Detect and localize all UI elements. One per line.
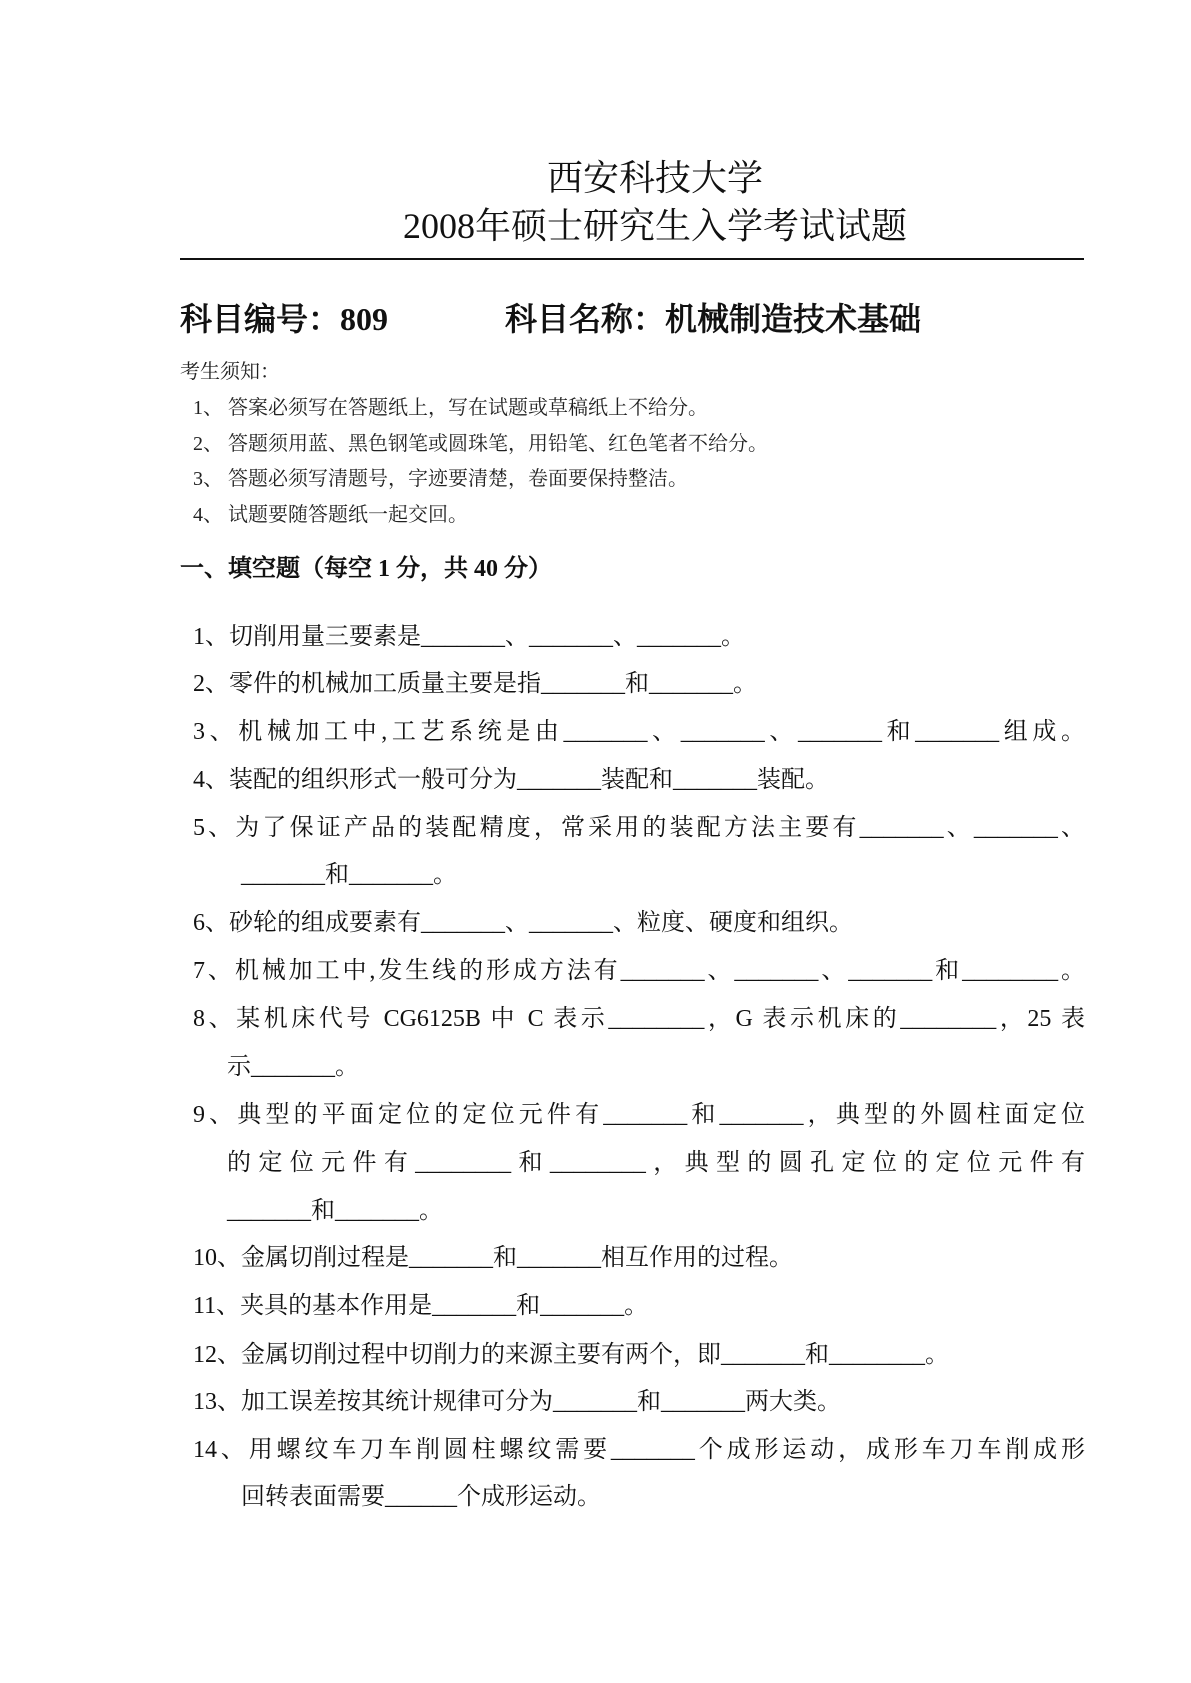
subject-name: 科目名称：机械制造技术基础 [505, 301, 922, 337]
question-line: 1、切削用量三要素是_______、_______、_______。 [193, 624, 745, 650]
header-divider [180, 258, 1084, 260]
notice-item: 3、 答题必须写清题号，字迹要清楚，卷面要保持整洁。 [193, 468, 688, 490]
question-line: 2、零件的机械加工质量主要是指_______和_______。 [193, 671, 757, 697]
question-line: 回转表面需要______个成形运动。 [241, 1484, 601, 1510]
notice-item: 2、 答题须用蓝、黑色钢笔或圆珠笔，用铅笔、红色笔者不给分。 [193, 433, 768, 455]
question-line: 12、金属切削过程中切削力的来源主要有两个，即_______和________。 [193, 1342, 949, 1368]
question-line: 8、某机床代号 CG6125B 中 C 表示________，G 表示机床的________，25 表 [193, 1006, 1085, 1032]
question-line: 6、砂轮的组成要素有_______、_______、粒度、硬度和组织。 [193, 910, 853, 936]
subject-code: 科目编号：809 [180, 301, 389, 337]
question-line: 13、加工误差按其统计规律可分为_______和_______两大类。 [193, 1389, 841, 1415]
question-line: 5、为了保证产品的装配精度，常采用的装配方法主要有_______、_______、 [193, 815, 1085, 841]
question-line: 9、典型的平面定位的定位元件有_______和_______，典型的外圆柱面定位 [193, 1102, 1085, 1128]
question-line: 7、机械加工中,发生线的形成方法有_______、_______、_______和________。 [193, 958, 1085, 984]
question-line: 11、夹具的基本作用是_______和_______。 [193, 1293, 649, 1319]
question-line: _______和_______。 [227, 1198, 443, 1224]
question-line: 3、机械加工中,工艺系统是由_______、_______、_______和_______组成。 [193, 719, 1085, 745]
question-line: 示_______。 [227, 1054, 359, 1080]
question-line: 14、用螺纹车刀车削圆柱螺纹需要_______个成形运动，成形车刀车削成形 [193, 1437, 1085, 1463]
notice-title: 考生须知： [180, 361, 280, 383]
question-line: 10、金属切削过程是_______和_______相互作用的过程。 [193, 1245, 793, 1271]
question-line: 的定位元件有________和________，典型的圆孔定位的定位元件有 [227, 1150, 1085, 1176]
exam-title: 2008年硕士研究生入学考试试题 [402, 206, 907, 246]
question-line: 4、装配的组织形式一般可分为_______装配和_______装配。 [193, 767, 829, 793]
university-title: 西安科技大学 [546, 158, 763, 198]
question-line: _______和_______。 [241, 862, 457, 888]
section-heading: 一、填空题（每空 1 分，共 40 分） [180, 556, 552, 582]
notice-item: 1、 答案必须写在答题纸上，写在试题或草稿纸上不给分。 [193, 397, 708, 419]
notice-item: 4、 试题要随答题纸一起交回。 [193, 504, 468, 526]
